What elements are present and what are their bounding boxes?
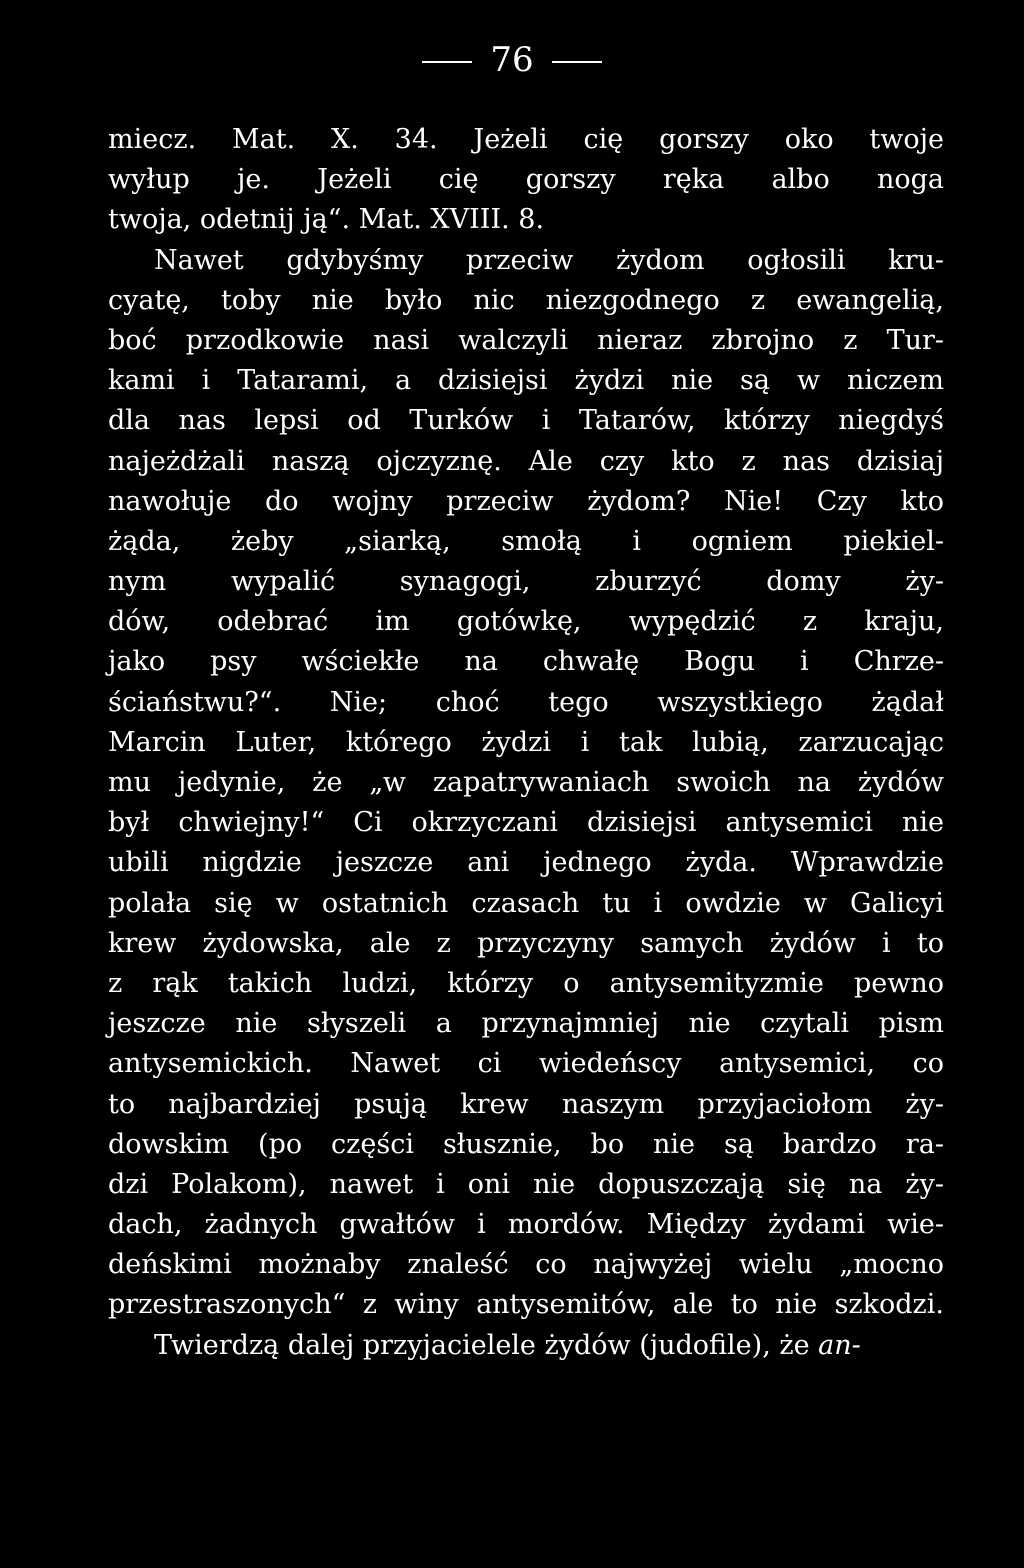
text-line: mu jedynie, że „w zapatrywaniach swoich na żydów — [108, 767, 944, 798]
text-line: nym wypalić synagogi, zburzyć domy ży- — [108, 566, 944, 598]
body-text — [108, 120, 944, 1366]
text-line: dowskim (po części słusznie, bo nie są bardzo ra- — [108, 1128, 944, 1160]
page-number-dash-right — [552, 61, 602, 63]
text-line: jako psy wściekłe na chwałę Bogu i Chrze- — [108, 646, 944, 678]
text-line: deńskimi możnaby znaleść co najwyżej wielu „mocno — [108, 1249, 944, 1281]
text-line: ściaństwu?“. Nie; choć tego wszystkiego żądał — [108, 686, 944, 718]
italic-fragment: an- — [818, 1329, 861, 1361]
text-line: dach, żadnych gwałtów i mordów. Między żydami wie- — [108, 1209, 944, 1241]
text-line: Marcin Luter, którego żydzi i tak lubią, zarzucając — [108, 726, 944, 758]
text-line: to najbardziej psują krew naszym przyjaciołom ży- — [108, 1088, 944, 1120]
page-number-value: 76 — [490, 40, 534, 80]
text-line: miecz. Mat. X. 34. Jeżeli cię gorszy oko twoje — [108, 124, 944, 155]
text-line: najeżdżali naszą ojczyznę. Ale czy kto z nas dzisiaj — [108, 445, 944, 477]
text-line: Nawet gdybyśmy przeciw żydom ogłosili kru- — [154, 244, 944, 276]
text-line: dzi Polakom), nawet i oni nie dopuszczają się na ży- — [108, 1168, 944, 1200]
text-line: kami i Tatarami, a dzisiejsi żydzi nie są w niczem — [108, 365, 944, 397]
text-line: wyłup je. Jeżeli cię gorszy ręka albo noga — [108, 164, 944, 196]
text-line: Twierdzą dalej przyjacielele żydów (judofile), że an- — [154, 1329, 861, 1361]
text-line: boć przodkowie nasi walczyli nieraz zbrojno z Tur- — [108, 324, 944, 356]
text-line: ubili nigdzie jeszcze ani jednego żyda. Wprawdzie — [108, 847, 944, 879]
text-line: antysemickich. Nawet ci wiedeńscy antysemici, co — [108, 1048, 944, 1080]
text-line: dla nas lepsi od Turków i Tatarów, którzy niegdyś — [108, 405, 944, 437]
text-line: polała się w ostatnich czasach tu i owdzie w Galicyi — [108, 887, 944, 919]
text-line: cyatę, toby nie było nic niezgodnego z ewangelią, — [108, 284, 944, 316]
text-line: żąda, żeby „siarką, smołą i ogniem piekiel- — [108, 525, 944, 557]
text-line: nawołuje do wojny przeciw żydom? Nie! Czy kto — [108, 485, 944, 517]
text-line: twoja, odetnij ją“. Mat. XVIII. 8. — [108, 204, 545, 236]
text-line: dów, odebrać im gotówkę, wypędzić z kraju, — [108, 606, 944, 638]
text-line: jeszcze nie słyszeli a przynajmniej nie czytali pism — [108, 1008, 944, 1040]
text-line: był chwiejny!“ Ci okrzyczani dzisiejsi antysemici nie — [108, 807, 944, 839]
text-line: z rąk takich ludzi, którzy o antysemityzmie pewno — [108, 967, 944, 999]
text-line: przestraszonych“ z winy antysemitów, ale to nie szkodzi. — [108, 1289, 944, 1321]
text-line: krew żydowska, ale z przyczyny samych żydów i to — [108, 927, 944, 959]
page-number-dash-left — [422, 61, 472, 63]
page-number — [0, 40, 1024, 80]
